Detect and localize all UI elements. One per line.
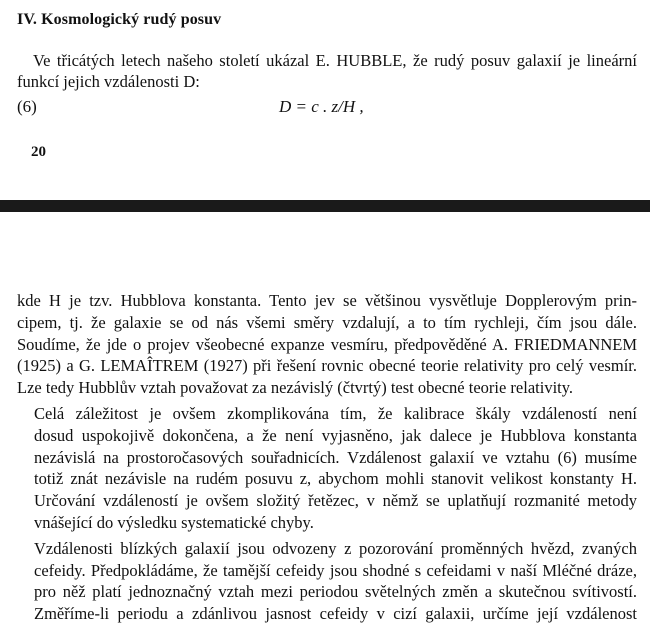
text-line: cipem, tj. že galaxie se od nás všemi směry vzdalují, a to tím rychleji, čím jsou dále. (17, 312, 637, 332)
intro-line: Ve třicátých letech našeho století ukázal E. HUBBLE, že rudý posuv galaxií je lineární (33, 51, 637, 70)
text-line: Určování vzdáleností je ovšem složitý řetězec, v němž se uplatňují rozmanité metody (34, 491, 637, 511)
body-paragraph (17, 403, 637, 534)
page-number: 20 (31, 144, 46, 160)
body-paragraph (17, 538, 637, 625)
section-heading: IV. Kosmologický rudý posuv (17, 11, 222, 28)
text-line: Změříme-li periodu a zdánlivou jasnost cefeidy v cizí galaxii, určíme její vzdálenost (34, 604, 637, 624)
equation-formula: D = c . z/H , (279, 97, 364, 116)
text-line: (1925) a G. LEMAÎTREM (1927) při řešení rovnic obecné teorie relativity pro celý vesmír. (17, 356, 637, 376)
upper-page (0, 0, 650, 200)
text-line: vnášející do výsledku systematické chyby. (34, 512, 314, 532)
text-line: nezávislá na prostoročasových souřadnicích. Vzdálenost galaxií ve vztahu (6) musíme (34, 447, 637, 467)
text-line: kde H je tzv. Hubblova konstanta. Tento jev se většinou vysvětluje Dopplerovým prin- (17, 291, 637, 310)
text-line: Celá záležitost je ovšem zkomplikována tím, že kalibrace škály vzdáleností není (34, 403, 637, 423)
page-separator (0, 200, 650, 212)
text-line: cefeidy. Předpokládáme, že tamější cefeidy jsou shodné s cefeidami v naší Mléčné dráze, (34, 560, 637, 580)
equation-number: (6) (17, 97, 37, 116)
text-line: Soudíme, že jde o projev všeobecné expanze vesmíru, předpověděné A. FRIEDMANNEM (17, 334, 637, 354)
text-line: dosud uspokojivě dokončena, a že není vyjasněno, jak dalece je Hubblova konstanta (34, 425, 637, 445)
equation-row (17, 97, 637, 119)
text-line: pro něž platí jednoznačný vztah mezi periodou světelných změn a skutečnou svítivostí. (34, 582, 637, 602)
body-text (17, 290, 637, 625)
text-line: Lze tedy Hubblův vztah považovat za nezávislý (čtvrtý) test obecné teorie relativity. (17, 378, 574, 398)
body-paragraph (17, 290, 637, 399)
intro-paragraph (17, 50, 637, 92)
lower-page (0, 212, 650, 622)
text-line: totiž znát nezávisle na rudém posuvu z, abychom mohli stanovit velikost konstanty H. (34, 469, 637, 489)
text-line: Vzdálenosti blízkých galaxií jsou odvozeny z pozorování proměnných hvězd, zvaných (34, 538, 637, 558)
intro-line: funkcí jejich vzdálenosti D: (17, 72, 200, 91)
